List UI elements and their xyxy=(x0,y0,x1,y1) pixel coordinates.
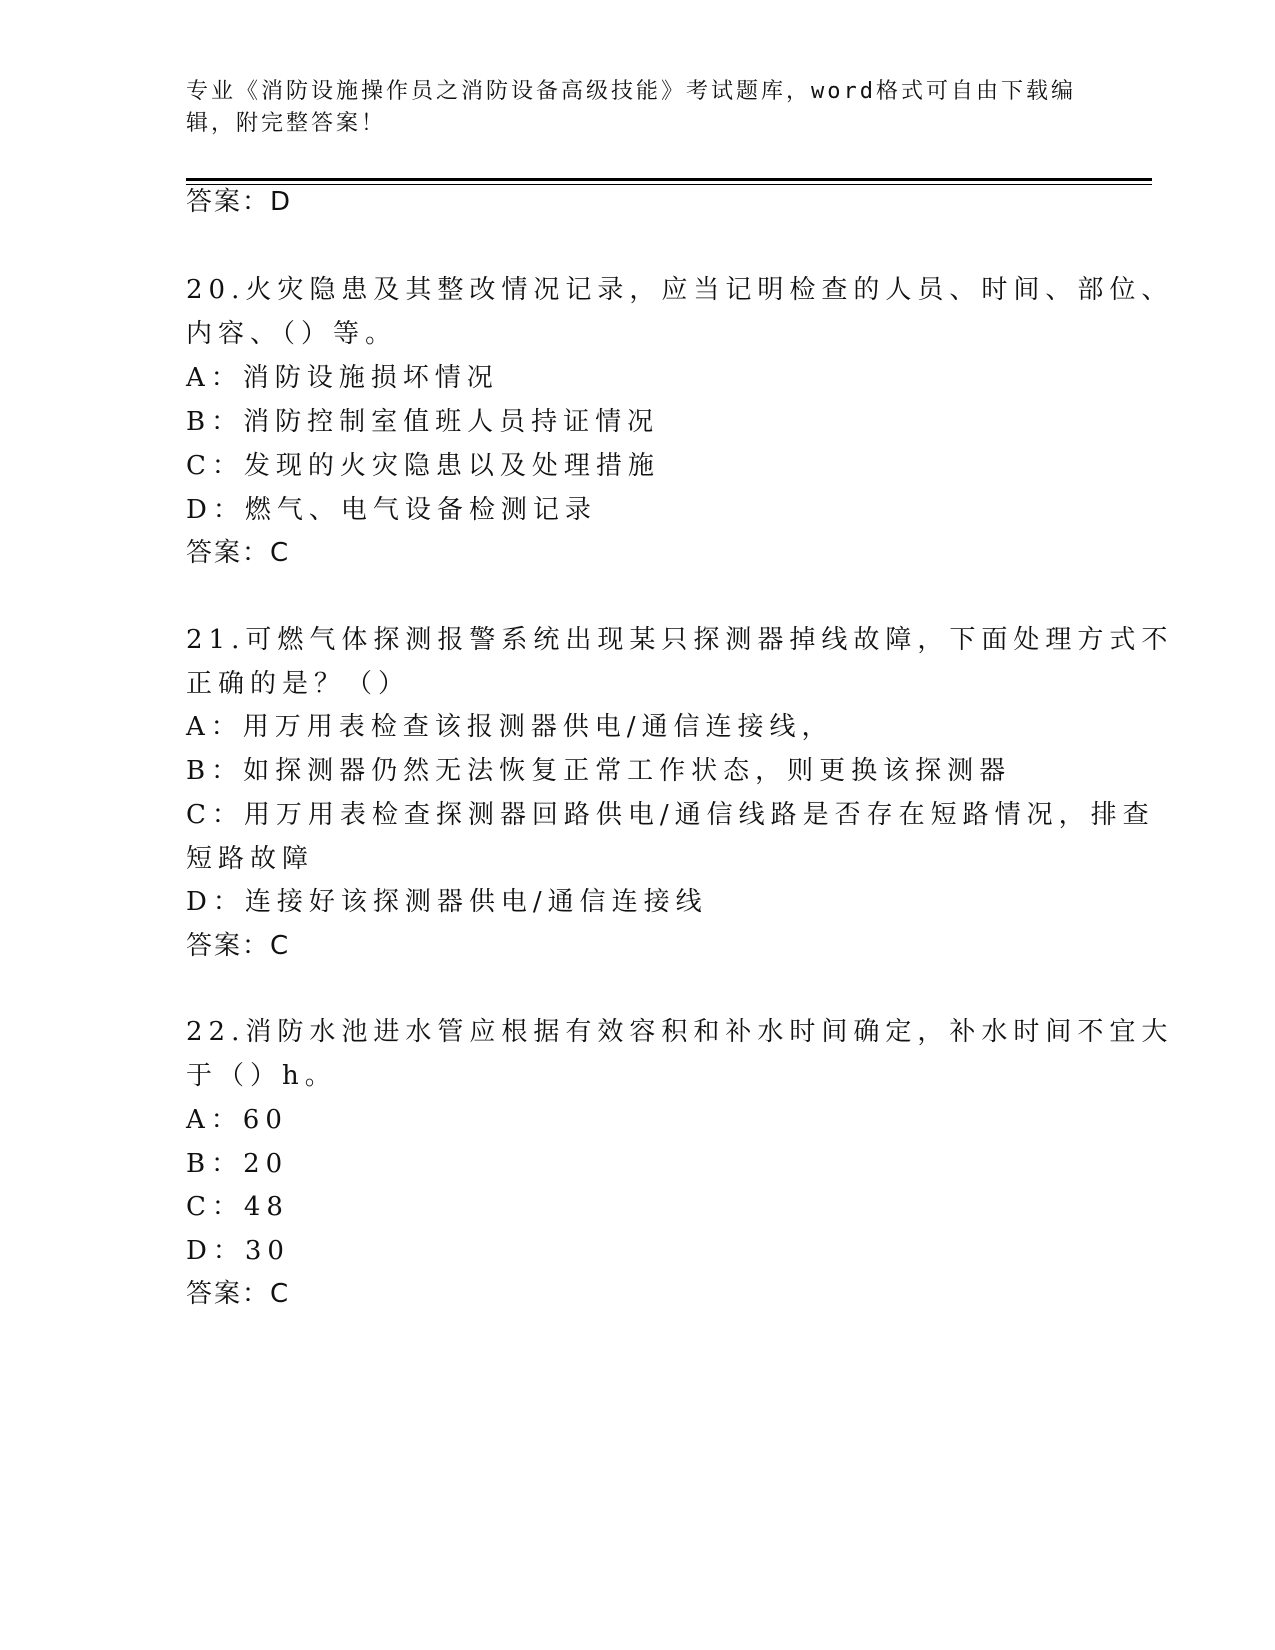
previous-answer: 答案：D xyxy=(186,187,293,217)
question-21-option-b: B：如探测器仍然无法恢复正常工作状态，则更换该探测器 xyxy=(186,756,1012,786)
question-21-option-c: C：用万用表检查探测器回路供电/通信线路是否存在短路情况，排查 xyxy=(186,800,1155,830)
header-line-2: 辑，附完整答案！ xyxy=(186,111,387,136)
header-divider-thin xyxy=(186,184,1152,185)
question-21-option-d: D：连接好该探测器供电/通信连接线 xyxy=(186,887,708,917)
question-20-answer: 答案：C xyxy=(186,538,291,568)
question-21-option-a: A：用万用表检查该报测器供电/通信连接线， xyxy=(186,712,834,742)
question-20-option-b: B：消防控制室值班人员持证情况 xyxy=(186,407,660,437)
question-20-option-c: C：发现的火灾隐患以及处理措施 xyxy=(186,451,660,481)
header-divider-thick xyxy=(186,178,1152,181)
question-22-answer: 答案：C xyxy=(186,1279,291,1309)
question-21-option-c-continued: 短路故障 xyxy=(186,844,315,874)
question-20-option-d: D：燃气、电气设备检测记录 xyxy=(186,495,597,525)
question-21-answer: 答案：C xyxy=(186,931,291,961)
question-22-option-d: D：30 xyxy=(186,1236,290,1266)
question-22-stem-line-1: 22.消防水池进水管应根据有效容积和补水时间确定，补水时间不宜大 xyxy=(186,1017,1174,1047)
header-line-1: 专业《消防设施操作员之消防设备高级技能》考试题库，word格式可自由下载编 xyxy=(186,79,1076,104)
question-22-option-b: B：20 xyxy=(186,1149,289,1179)
question-21-stem-line-2: 正确的是？（） xyxy=(186,669,411,699)
question-20-option-a: A：消防设施损坏情况 xyxy=(186,363,499,393)
question-22-option-c: C：48 xyxy=(186,1192,289,1222)
question-22-option-a: A：60 xyxy=(186,1105,288,1135)
question-21-stem-line-1: 21.可燃气体探测报警系统出现某只探测器掉线故障，下面处理方式不 xyxy=(186,625,1174,655)
question-20-stem-line-2: 内容、（）等。 xyxy=(186,319,398,349)
question-20-stem-line-1: 20.火灾隐患及其整改情况记录，应当记明检查的人员、时间、部位、 xyxy=(186,275,1174,305)
document-header xyxy=(186,76,1086,140)
question-22-stem-line-2: 于（）h。 xyxy=(186,1061,337,1091)
